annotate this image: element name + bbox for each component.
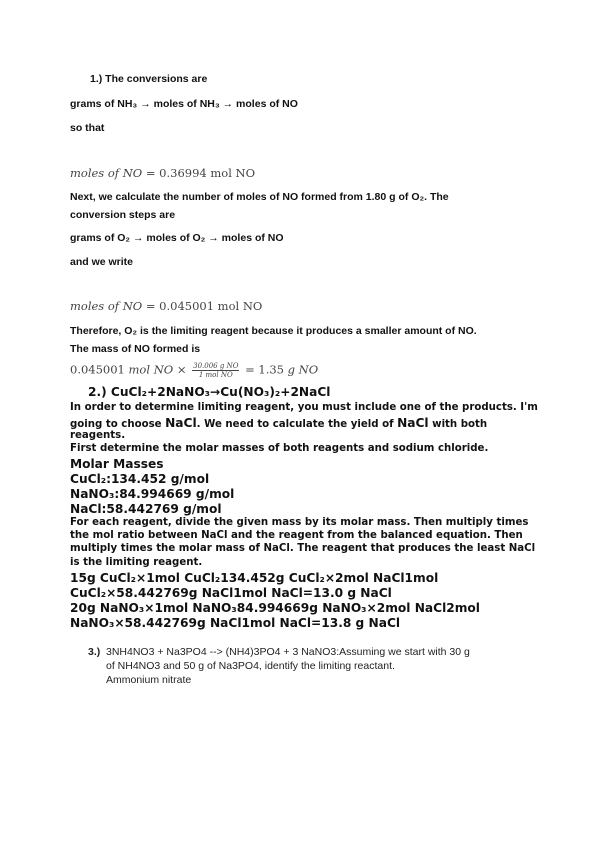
therefore-line-2: The mass of NO formed is (70, 343, 201, 355)
section2-intro-2 (70, 416, 487, 430)
section3-line-2: of NH4NO3 and 50 g of Na3PO4, identify the limiting reactant. (106, 660, 395, 672)
section3-number-label: 3.) (88, 646, 101, 658)
section2-heading: 2.) CuCl₂+2NaNO₃→Cu(NO₃)₂+2NaCl (88, 385, 331, 399)
intro2-part-e: with both (428, 419, 488, 430)
eq3-result: 1.35 (258, 362, 284, 377)
eq3-start: 0.045001 (70, 362, 125, 377)
equation-mass-no (70, 362, 318, 379)
eq3-equals: = (245, 362, 255, 377)
molar-mass-cucl2: CuCl₂:134.452 g/mol (70, 472, 210, 486)
eq1-rhs: 0.36994 mol NO (159, 166, 256, 180)
section2-intro-1: In order to determine limiting reagent, you must include one of the products. I'm (70, 402, 538, 413)
eq3-times: × (176, 362, 187, 377)
we-write-text: and we write (70, 256, 134, 268)
equation-moles-no-2: moles of NO = 0.045001 mol NO (70, 299, 263, 313)
next-line-2: conversion steps are (70, 209, 176, 221)
eq3-unit2: g NO (287, 362, 319, 377)
molar-mass-nano3: NaNO₃:84.994669 g/mol (70, 487, 235, 501)
calculation-line-4: NaNO₃×58.442769g NaCl1mol NaCl=13.8 g NaCl (70, 616, 401, 630)
conversion-path-nh3: grams of NH₃ → moles of NH₃ → moles of NO (70, 98, 298, 110)
section2-intro-4: First determine the molar masses of both reagents and sodium chloride. (70, 443, 489, 454)
eq3-frac-den: 1 mol NO (198, 371, 233, 379)
eq2-lhs: moles of NO (70, 299, 143, 313)
eq3-frac-num: 30.006 g NO (193, 362, 239, 370)
intro2-part-a: going to choose (70, 419, 166, 430)
calculation-line-2: CuCl₂×58.442769g NaCl1mol NaCl=13.0 g NaCl (70, 586, 392, 600)
equation-moles-no-1: moles of NO = 0.36994 mol NO (70, 166, 256, 180)
intro2-nacl-1: NaCl (165, 416, 197, 430)
molar-masses-heading: Molar Masses (70, 457, 164, 471)
next-line-1: Next, we calculate the number of moles of NO formed from 1.80 g of O₂. The (70, 191, 449, 203)
procedure-line-4: is the limiting reagent. (70, 557, 203, 568)
section3-line-1: 3NH4NO3 + Na3PO4 --> (NH4)3PO4 + 3 NaNO3:Assuming we start with 30 g (106, 646, 470, 658)
conversion-path-o2: grams of O₂ → moles of O₂ → moles of NO (70, 232, 284, 244)
procedure-line-1: For each reagent, divide the given mass by its molar mass. Then multiply times (70, 517, 529, 528)
eq2-rhs: 0.045001 mol NO (159, 299, 263, 313)
eq3-unit1: mol NO (128, 362, 174, 377)
so-that-text: so that (70, 122, 105, 134)
procedure-line-2: the mol ratio between NaCl and the reagent from the balanced equation. Then (70, 530, 523, 541)
calculation-line-1: 15g CuCl₂×1mol CuCl₂134.452g CuCl₂×2mol NaCl1mol (70, 571, 439, 585)
section3-number (88, 646, 100, 658)
molar-mass-nacl: NaCl:58.442769 g/mol (70, 502, 222, 516)
eq3-fraction (192, 362, 239, 379)
procedure-line-3: multiply times the molar mass of NaCl. The reagent that produces the least NaCl (70, 543, 536, 554)
therefore-line-1: Therefore, O₂ is the limiting reagent because it produces a smaller amount of NO. (70, 325, 477, 337)
eq1-lhs: moles of NO (70, 166, 143, 180)
calculation-line-3: 20g NaNO₃×1mol NaNO₃84.994669g NaNO₃×2mol NaCl2mol (70, 601, 480, 615)
intro2-nacl-2: NaCl (397, 416, 429, 430)
section3-answer: Ammonium nitrate (106, 674, 192, 686)
intro2-part-c: . We need to calculate the yield of (196, 419, 398, 430)
section2-intro-3: reagents. (70, 430, 126, 441)
section1-heading: 1.) The conversions are (90, 73, 208, 85)
